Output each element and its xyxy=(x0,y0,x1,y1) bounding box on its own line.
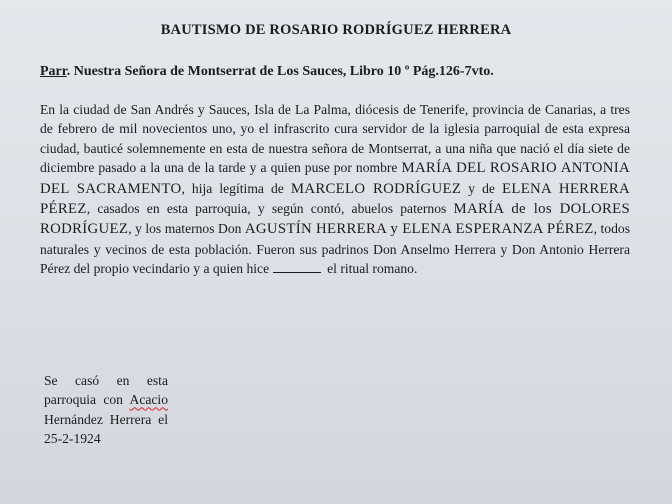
baptism-record-text xyxy=(40,100,630,279)
record-text-part: , hija legítima de xyxy=(181,180,291,196)
record-text-part: , casados en esta parroquia, y según contó, abuelos paternos xyxy=(86,201,454,217)
maternal-grandparents-name: AGUSTÍN HERRERA y ELENA ESPERANZA PÉREZ xyxy=(244,221,594,238)
parish-abbreviation: Parr xyxy=(40,64,67,79)
parish-reference-text: . Nuestra Señora de Montserrat de Los Sauces, Libro 10 º Pág.126-7vto. xyxy=(66,64,494,79)
parish-reference xyxy=(40,64,494,80)
record-text-part: y de xyxy=(461,180,503,196)
record-text-part: , todos naturales y vecinos de esta población. Fueron sus padrinos Don Anselmo Herrera y Don Antonio Herrera Pérez del propio vecindario y a quien hice xyxy=(40,221,630,277)
child-name: MARÍA DEL ROSARIO ANTONIA DEL SACRAMENTO xyxy=(40,160,630,197)
father-name: MARCELO RODRÍGUEZ xyxy=(290,180,462,197)
mother-name: ELENA HERRERA PÉREZ xyxy=(40,180,631,218)
record-text-part: , y los maternos Don xyxy=(128,221,245,237)
record-text-part: el ritual romano. xyxy=(327,261,418,277)
paternal-grandparents-name: MARÍA de los DOLORES RODRÍGUEZ xyxy=(40,201,631,238)
record-text-part: En la ciudad de San Andrés y Sauces, Isla de La Palma, diócesis de Tenerife, provincia de Canarias, a tres de febrero de mil novecientos uno, yo el infrascrito cura servidor de la iglesia parroquial de esta expresa ciudad, bauticé solemnemente en esta de nuestra señora de Montserrat, a una niña que nació el día siete de diciembre pasado a la una de la tarde y a quien puse por nombre xyxy=(40,102,630,176)
spellcheck-flagged-word[interactable]: Acacio xyxy=(129,392,168,408)
marriage-note-text: Hernández Herrera el 25-2-1924 xyxy=(44,411,168,447)
marriage-note-text: Se casó en esta parroquia con xyxy=(44,373,168,408)
marriage-note xyxy=(44,371,168,449)
page-title: BAUTISMO DE ROSARIO RODRÍGUEZ HERRERA xyxy=(160,22,512,38)
blank-line xyxy=(273,261,321,273)
